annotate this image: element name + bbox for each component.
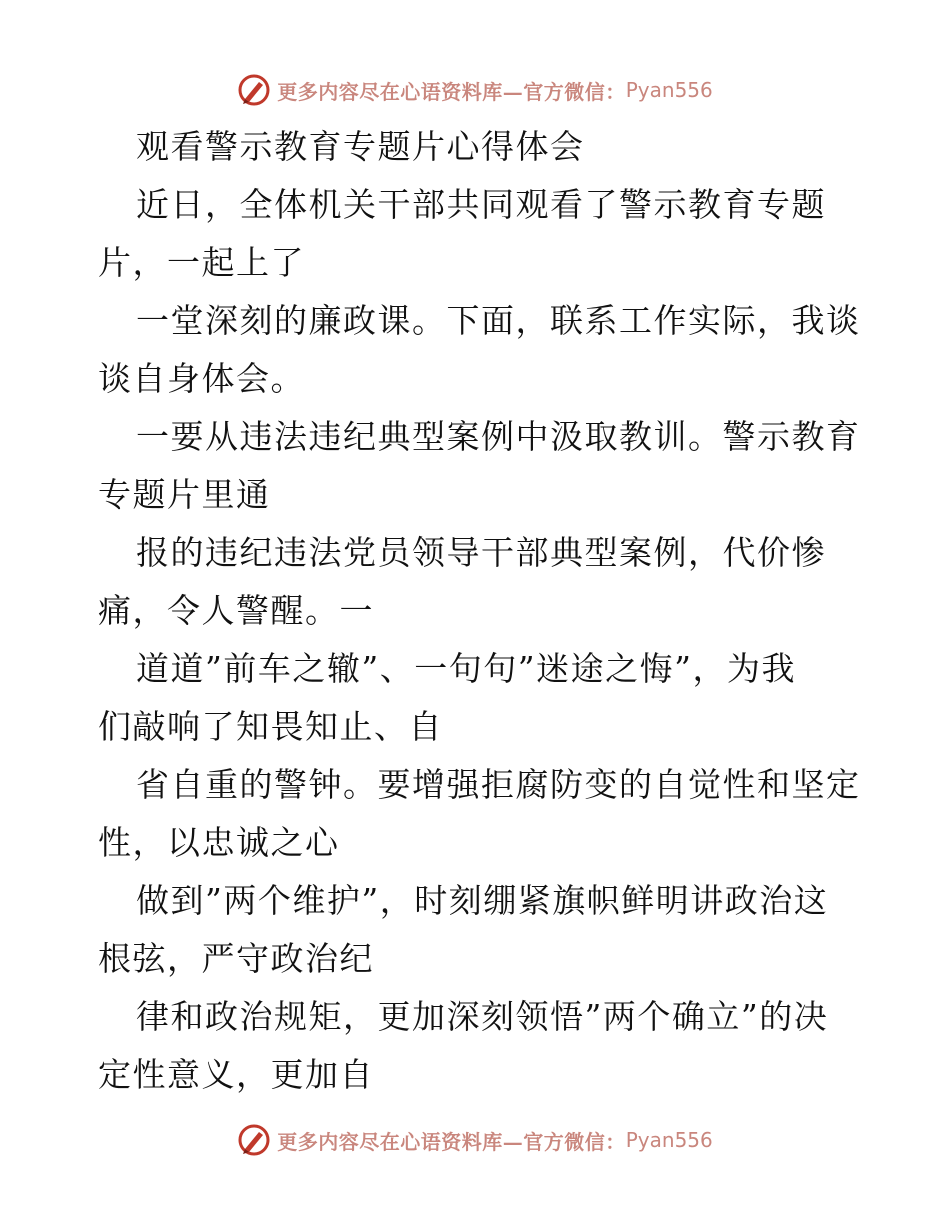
footer-banner — [0, 1120, 950, 1160]
text-line: 报的违纪违法党员领导干部典型案例，代价惨 — [136, 533, 826, 572]
text-line: 一要从违法违纪典型案例中汲取教训。警示教育 — [136, 417, 861, 456]
document-title: 观看警示教育专题片心得体会 — [136, 127, 585, 166]
text-line: 定性意义，更加自 — [98, 1055, 374, 1094]
text-line: 们敲响了知畏知止、自 — [98, 707, 443, 746]
banner-wechat-id: Pyan556 — [625, 78, 713, 102]
text-line: 律和政治规矩，更加深刻领悟”两个确立”的决 — [136, 997, 829, 1036]
banner-text: 更多内容尽在心语资料库—官方微信： — [277, 79, 626, 104]
text-line: 省自重的警钟。要增强拒腐防变的自觉性和坚定 — [136, 765, 861, 804]
text-line: 性，以忠诚之心 — [98, 823, 340, 862]
text-line: 片，一起上了 — [98, 243, 305, 282]
pen-logo-icon — [237, 1123, 271, 1157]
text-line: 根弦，严守政治纪 — [98, 939, 374, 978]
text-line: 一堂深刻的廉政课。下面，联系工作实际，我谈 — [136, 301, 861, 340]
text-line: 做到”两个维护”，时刻绷紧旗帜鲜明讲政治这 — [136, 881, 829, 920]
text-line: 痛，令人警醒。一 — [98, 591, 374, 630]
text-line: 道道”前车之辙”、一句句”迷途之悔”，为我 — [136, 649, 796, 688]
banner-wechat-id: Pyan556 — [625, 1128, 713, 1152]
text-line: 谈自身体会。 — [98, 359, 305, 398]
text-line: 专题片里通 — [98, 475, 271, 514]
text-line: 近日，全体机关干部共同观看了警示教育专题 — [136, 185, 826, 224]
banner-text: 更多内容尽在心语资料库—官方微信： — [277, 1129, 626, 1154]
pen-logo-icon — [237, 73, 271, 107]
header-banner — [0, 70, 950, 110]
